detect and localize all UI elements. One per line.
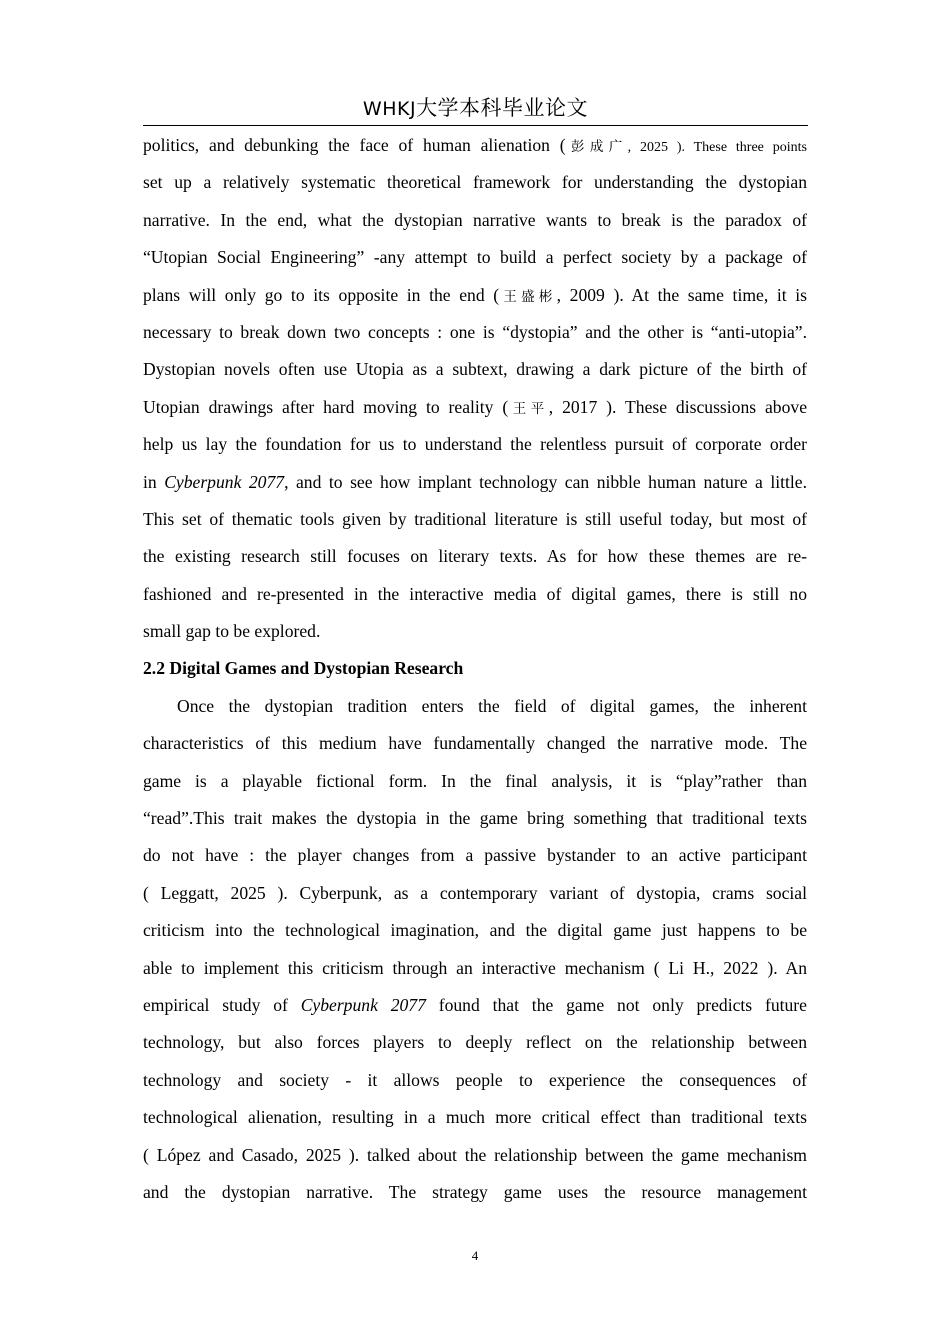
text-line: small gap to be explored. — [143, 621, 321, 642]
game-title: Cyberpunk 2077 — [300, 994, 426, 1015]
page-header — [143, 93, 808, 126]
text-run: , 2025 ). These three points — [627, 140, 807, 155]
text-line: criticism into the technological imagination, and the digital game just happens to be — [143, 920, 807, 941]
running-title — [363, 96, 588, 120]
text-run: , 2017 ). These discussions above — [548, 396, 808, 417]
text-line — [143, 987, 807, 1024]
text-line: ( Leggatt, 2025 ). Cyberpunk, as a contemporary variant of dystopia, crams social — [143, 882, 807, 903]
text-line: game is a playable fictional form. In the final analysis, it is “play”rather than — [143, 770, 807, 791]
page-number: 4 — [471, 1248, 479, 1263]
body-text — [143, 127, 807, 1211]
text-line: and the dystopian narrative. The strategy game uses the resource management — [143, 1181, 807, 1202]
game-title: Cyberpunk 2077 — [164, 471, 285, 492]
text-line: technological alienation, resulting in a much more critical effect than traditional texts — [143, 1107, 807, 1128]
citation-author: 彭成广 — [565, 139, 628, 155]
text-line: fashioned and re-presented in the interactive media of digital games, there is still no — [143, 583, 807, 604]
text-line: ( López and Casado, 2025 ). talked about the relationship between the game mechanism — [143, 1144, 807, 1165]
text-line: necessary to break down two concepts : one is “dystopia” and the other is “anti-utopia”. — [143, 321, 807, 342]
citation-author: 王盛彬 — [499, 288, 557, 305]
text-line — [143, 127, 807, 164]
text-line: help us lay the foundation for us to understand the relentless pursuit of corporate order — [143, 434, 807, 455]
text-run: , 2009 ). At the same time, it is — [556, 284, 808, 305]
text-run: politics, and debunking the face of human alienation ( — [143, 135, 566, 155]
text-line: the existing research still focuses on literary texts. As for how these themes are re- — [143, 546, 807, 567]
university-abbrev: WHKJ — [362, 98, 417, 120]
text-line: Once the dystopian tradition enters the field of digital games, the inherent — [177, 695, 807, 716]
text-run: empirical study of — [143, 994, 301, 1015]
section-heading: 2.2 Digital Games and Dystopian Research — [143, 658, 464, 679]
text-run: Utopian drawings after hard moving to reality ( — [143, 396, 509, 417]
text-line: Dystopian novels often use Utopia as a subtext, drawing a dark picture of the birth of — [143, 359, 807, 380]
text-run: found that the game not only predicts future — [425, 994, 807, 1015]
text-line: do not have : the player changes from a passive bystander to an active participant — [143, 845, 807, 866]
text-run: , and to see how implant technology can nibble human nature a little. — [284, 471, 807, 492]
text-line — [143, 277, 807, 314]
text-line: “Utopian Social Engineering” -any attempt to build a perfect society by a package of — [143, 247, 807, 268]
thesis-type: 大学本科毕业论文 — [416, 96, 589, 120]
text-line: narrative. In the end, what the dystopian narrative wants to break is the paradox of — [143, 209, 807, 230]
text-run: in — [143, 471, 165, 492]
text-line: This set of thematic tools given by traditional literature is still useful today, but most of — [143, 508, 807, 529]
text-line: technology and society - it allows people to experience the consequences of — [143, 1069, 807, 1090]
text-line: technology, but also forces players to deeply reflect on the relationship between — [143, 1032, 807, 1053]
text-line: characteristics of this medium have fundamentally changed the narrative mode. The — [143, 733, 807, 754]
text-line: set up a relatively systematic theoretical framework for understanding the dystopian — [143, 172, 807, 193]
text-line: able to implement this criticism through an interactive mechanism ( Li H., 2022 ). An — [143, 957, 807, 978]
text-line: “read”.This trait makes the dystopia in the game bring something that traditional texts — [143, 808, 807, 829]
text-line — [143, 389, 807, 426]
text-line — [143, 464, 807, 501]
text-run: plans will only go to its opposite in the end ( — [143, 284, 500, 305]
citation-author: 王平 — [508, 400, 549, 417]
